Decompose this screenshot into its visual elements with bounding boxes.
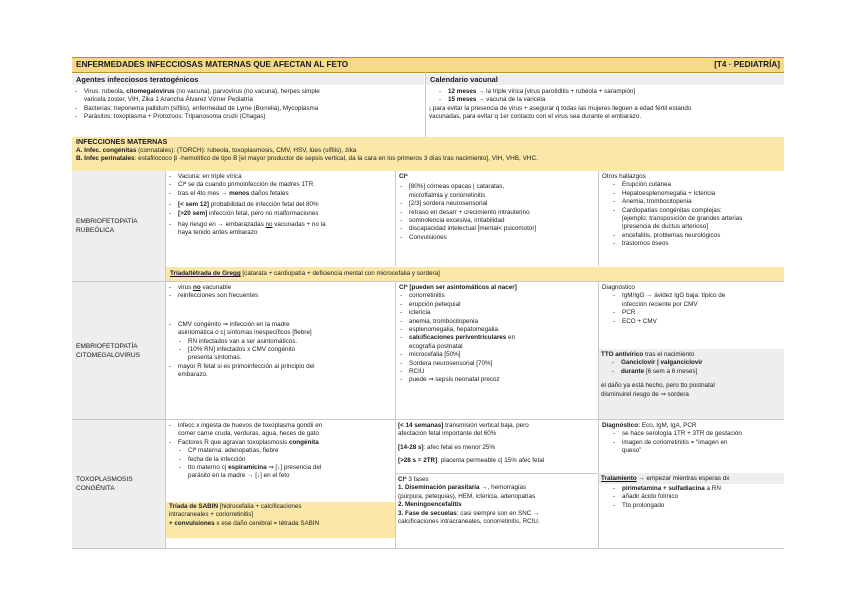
agente-virus: - Virus: rubeola, citomegalovirus (no vacuna), parvovirus (no vacuna), herpes simple — [72, 88, 424, 96]
calendario-heading: Calendario vacunal — [426, 74, 784, 85]
rubeola-riesgo: - hay riesgo en → embarazadas no vacunadas + no la — [166, 221, 394, 229]
cmv-cla-item: - microcefalia [50%] — [397, 351, 597, 359]
agente-bacterias: - Bacterias: treponema pallidum (sífilis), enfermedad de Lyme (Borrelia), Mycoplasma — [72, 105, 424, 113]
cmv-dx-igm: - IgM/IgG → ávidez IgG baja: típico de — [600, 292, 784, 300]
toxo-tto-folinico: - añadir ácido folínico — [600, 493, 784, 501]
cmv-col1 — [166, 284, 394, 380]
cmv-rn-10: - [10% RN] infectados x CMV congénito — [166, 346, 394, 354]
toxo-dx-imagen-cont: queso” — [622, 447, 642, 455]
rubeola-cla-item: - [80%] córneas opacas | cataratas, — [397, 183, 597, 191]
cmv-label-2: CITOMEGALOVIRUS — [76, 351, 140, 359]
sabin-line-1: Tríada de SABIN [hidrocefalia + calcificaciones — [169, 503, 302, 510]
cmv-mayor-r-cont: embarazo. — [178, 371, 208, 379]
rubeola-otros-item: |presencia de ductus arterioso] — [622, 223, 708, 231]
rubeola-cla-heading: Clª — [399, 173, 408, 180]
rubeola-sem12: - [< sem 12] probabilidad de infección fetal del 80% — [166, 201, 394, 209]
maternas-line-b: B. Infec perinatales: estafilococo β -hemolítico de tipo B [el mayor productor de sepsis vertical, da la cara en los primeros 3 días tras nacimiento], VIH, VHB, VHC. — [76, 155, 538, 163]
rubeola-primoinfeccion: - Clª se da cuando primoinfección de madres 1TR — [166, 181, 394, 189]
toxo-fases-heading: Clª 3 fases — [398, 476, 429, 483]
cmv-cla-item: - esplenomegalia, hepatomegalia. — [397, 326, 597, 334]
maternas-band — [72, 137, 784, 171]
rubeola-riesgo-cont: haya tenido antes embarazo — [178, 229, 258, 237]
rubeola-vacuna: - Vacuna: en triple vírica — [166, 173, 394, 181]
cmv-calcificaciones: - calcificaciones periventriculares en — [397, 334, 597, 342]
cmv-label-1: EMBRIOFETOPATÍA — [76, 342, 138, 350]
calendario-list — [426, 88, 784, 122]
toxo-factores: - Factores R que agravan toxoplasmosis congénita — [166, 439, 394, 447]
toxo-fase-1-cont: (púrpura, petequias), HEM, ictericia, adenopatías — [398, 492, 536, 500]
toxo-fase-3: 3. Fase de secuelas: casi siempre son en SNC → — [398, 509, 540, 517]
calendario-note-2: vacunadas, para evitar q 1er contacto con el virus sea durante el embarazo. — [429, 113, 642, 121]
cmv-dx-igm-cont: infección reciente por CMV — [622, 300, 698, 308]
toxo-ingesta-cont: comer carne cruda, verduras, agua, heces de gato — [178, 430, 320, 438]
rubeola-otros-item: - Cardiopatías congénitas complejas: — [600, 207, 784, 215]
cmv-congenito: - CMV congénito ⇒ infección en la madre — [166, 321, 394, 329]
toxo-tto-prolongado: - Tto prolongado — [600, 502, 784, 510]
toxo-fases — [398, 476, 596, 526]
page-title: ENFERMEDADES INFECCIOSAS MATERNAS QUE AFECTAN AL FETO — [76, 60, 349, 69]
rubeola-otros-item: [ejemplo: transposición de grandes arterias — [622, 215, 743, 223]
toxo-cla-materna: - Clª materna: adenopatías, fiebre — [166, 447, 394, 455]
rubeola-otros-heading: Otros hallazgos — [602, 173, 646, 180]
cmv-col3 — [600, 284, 784, 326]
toxo-fase-2: 2. Meningoencefalitis — [398, 501, 462, 509]
sabin-line-3: + convulsiones x ese daño cerebral = tétrada SABIN — [169, 519, 320, 527]
gregg-label: Tríada/tétrada de Gregg — [170, 270, 241, 277]
cmv-cla-item: - Sordera neurosensorial [70%] — [397, 360, 597, 368]
topic-tag: [T4 · PEDIATRÍA] — [714, 60, 780, 69]
toxo-col2 — [398, 422, 596, 466]
toxo-col3 — [600, 422, 784, 456]
calendario-note-1: ¡ para evitar la presencia de virus + asegurar q todas las mujeres lleguen a edad fértil estando — [429, 104, 692, 112]
rubeola-otros-item: - Erupción cutánea — [600, 181, 784, 189]
rubeola-cla-item: - retraso en desarr + crecimiento intrauterino — [397, 209, 597, 217]
toxo-fase-3-cont: calcificaciones intracraneales, coriorretinitis, RCIU. — [398, 518, 540, 526]
rubeola-cla-item: - [2/3] sordera neurosensorial — [397, 200, 597, 208]
cmv-cla-item: - ictericia — [397, 309, 597, 317]
cmv-mayor-r: - mayor R fetal si es primoinfección al principio del — [166, 363, 394, 371]
cmv-rn-10-cont: presenta síntomas. — [188, 354, 242, 362]
rubeola-label: EMBRIOFETOPATÍA RUBEÓLICA — [72, 171, 165, 281]
toxo-tto-pirimetamina: - pirimetamina + sulfadiacina a RN — [600, 485, 784, 493]
agente-parasitos: - Parásitos: toxoplasma + Protozoos: Tripanosoma cruzii (Chagas) — [72, 113, 424, 121]
gregg-band — [166, 267, 784, 281]
cmv-dx-pcr: - PCR — [600, 309, 784, 317]
rubeola-col2 — [397, 173, 597, 242]
calendario-item-12m: - 12 meses → la triple vírica [virus parotiditis + rubéola + sarampión] — [426, 88, 784, 96]
toxo-label-2: CONGÉNITA — [76, 485, 115, 492]
cmv-calcificaciones-cont: ecografía postnatal — [409, 342, 463, 350]
rubeola-otros-item: - encefalitis, problemas neurológicos — [600, 232, 784, 240]
cmv-no-vacunable: - virus no vacunable — [166, 284, 394, 292]
rubeola-sem20: - [>20 sem] infección fetal, pero no malformaciones — [166, 210, 394, 218]
toxo-dx-imagen: - imagen de coriorretinitis = “imagen en — [600, 439, 784, 447]
cmv-congenito-cont: asintomática ó c| síntomas inespecíficos [fiebre] — [178, 329, 312, 337]
cmv-cla-item: - RCIU — [397, 368, 597, 376]
rubeola-cla-item: microftalmia y coriorretinitis — [409, 191, 486, 199]
agentes-list — [72, 88, 424, 122]
toxo-tto-materno-cont: parásito en la madre → [↓] en el feto — [188, 472, 290, 480]
maternas-heading: INFECCIONES MATERNAS — [76, 137, 168, 146]
cmv-dx-eco: - ECO + CMV — [600, 318, 784, 326]
calendario-item-15m: - 15 meses → vacuna de la varicela — [426, 96, 784, 104]
toxo-tto-materno: - tto materno c| espiramicina ⇒ [↓] presencia del — [166, 464, 394, 472]
rubeola-4to-mes: - tras el 4to mes → menos daños fetales — [166, 190, 394, 198]
toxo-label-1: TOXOPLASMOSIS — [76, 476, 133, 483]
toxo-tratamiento-heading: Tratamiento → empezar mientras esperas dx — [599, 473, 784, 484]
cmv-cla-item: - anemia, trombocitopenia — [397, 318, 597, 326]
rubeola-otros-item: - Anemia, trombocitopenia — [600, 198, 784, 206]
sabin-line-2: intracraneales + coriorretinitis] — [169, 511, 254, 519]
sabin-box — [166, 502, 395, 538]
rubeola-cla-item: - discapacidad intelectual [mental< psicomotor] — [397, 225, 597, 233]
toxo-28s: [>28 s = 2TR]: placenta permeable c| 15% afec fetal — [398, 457, 545, 465]
toxo-fecha: - fecha de la infección — [166, 456, 394, 464]
cmv-tto-box — [599, 349, 784, 419]
rubeola-otros-item: - trastornos óseos — [600, 240, 784, 248]
cmv-cla-item: - coriorretinitis — [397, 292, 597, 300]
toxo-dx-serologia: - se hace serología 1TR + 3TR de gestación — [600, 430, 784, 438]
rubeola-otros-item: - Hepatoesplenomegalia + Ictericia — [600, 190, 784, 198]
toxo-ingesta: - infecc x ingesta de huevos de toxoplasma gondii en — [166, 422, 394, 430]
toxo-14s-cont: afectación fetal importante del 60% — [398, 430, 497, 438]
maternas-line-a: A. Infec. congénitas (connatales): (TORCH): rubeola, toxoplasmosis, CMV, HSV, lúes (sífilis), zika — [76, 146, 357, 154]
agente-virus-cont: varicela zoster, VIH, Zika 1 Arancha Álvarez Vizner Pediatría — [84, 96, 253, 104]
rubeola-col3 — [600, 173, 784, 249]
gregg-text: [catarata + cardiopatía + deficiencia mental con microcefalia y sordera] — [240, 270, 440, 277]
toxo-fase-1: 1. Diseminación parasitaria →, hemorragias — [398, 484, 527, 492]
cmv-cla-item: - erupción petequial — [397, 301, 597, 309]
cmv-tto-note-2: disminuirel riesgo de ⇒ sordera — [601, 390, 689, 398]
cmv-label — [72, 282, 165, 419]
cmv-cla-heading: Clª [pueden ser asintomáticos al nacer] — [399, 284, 517, 291]
cmv-cla-item: - puede ⇒ sepsis neonatal precoz — [397, 376, 597, 384]
cmv-tto-heading: TTO antivírico tras el nacimiento — [601, 351, 695, 358]
cmv-tto-ganciclovir: - Ganciclovir | valganciclovir — [599, 359, 784, 367]
toxo-14-28s: [14-28 s]: afec fetal es menor 25% — [398, 443, 495, 451]
toxo-col1 — [166, 422, 394, 481]
cmv-reinfecciones: - reinfecciones son frecuentes — [166, 292, 394, 300]
toxo-label — [72, 420, 165, 548]
cmv-tto-durante: - durante [6 sem a 6 meses] — [599, 368, 784, 376]
rubeola-col1 — [166, 173, 394, 238]
cmv-rn-asintomaticos: - RN infectados van a ser asintomáticos. — [166, 338, 394, 346]
toxo-14s: [< 14 semanas] transmisión vertical baja, pero — [398, 422, 529, 429]
rubeola-cla-item: - Convulsiones — [397, 234, 597, 242]
toxo-tratamiento-list — [600, 485, 784, 510]
cmv-col2 — [397, 284, 597, 385]
cmv-dx-heading: Diagnóstico — [602, 284, 635, 291]
agentes-heading: Agentes infecciosos teratogénicos — [72, 74, 424, 85]
title-bar — [72, 57, 784, 73]
toxo-dx-heading: Diagnóstico: Eco, IgM, IgA, PCR — [602, 422, 697, 429]
rubeola-cla-item: - somnolencia excesiva, irritabilidad — [397, 217, 597, 225]
cmv-tto-note-1: el daño ya está hecho, pero tto postnatal — [601, 382, 715, 390]
